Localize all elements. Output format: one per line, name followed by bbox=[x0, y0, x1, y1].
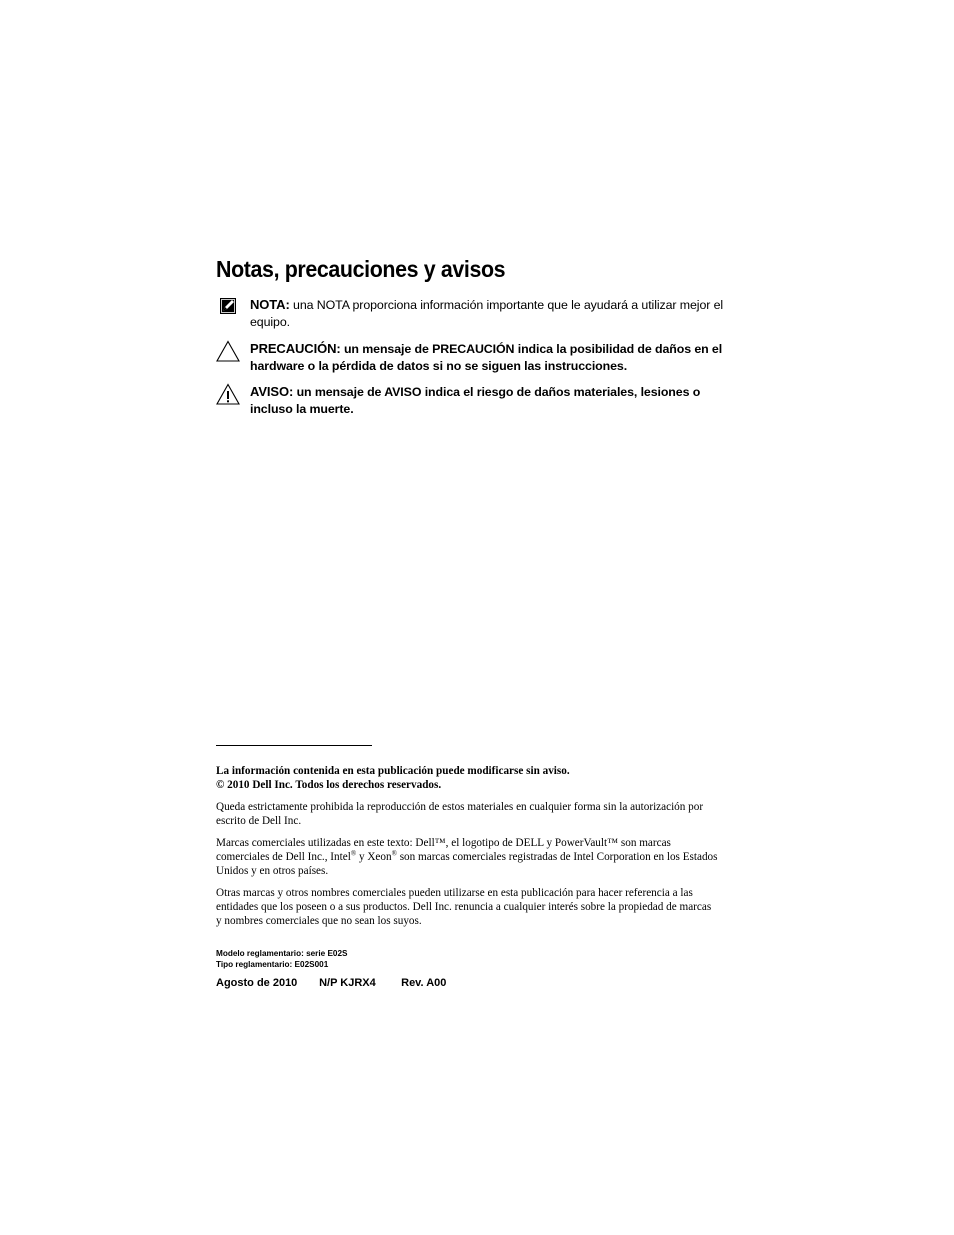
publication-date: Agosto de 2010 bbox=[216, 977, 298, 989]
publication-footer bbox=[216, 977, 446, 989]
caution-label: PRECAUCIÓN: bbox=[250, 341, 341, 356]
copyright-line: © 2010 Dell Inc. Todos los derechos reservados. bbox=[216, 779, 442, 791]
section-divider bbox=[216, 745, 372, 746]
warning-body: un mensaje de AVISO indica el riesgo de daños materiales, lesiones o incluso la muerte. bbox=[250, 385, 701, 416]
warning-label: AVISO: bbox=[250, 384, 294, 399]
trademarks-part1: Marcas comerciales utilizadas en este texto: Dell™, el logotipo de DELL y PowerVault™ son marcas comerciales de Dell Inc., Intel bbox=[216, 837, 671, 863]
warning-exclamation-icon bbox=[214, 383, 240, 407]
trademarks-paragraph bbox=[216, 836, 718, 878]
xeon-registered-mark: ® bbox=[391, 849, 397, 858]
page-title: Notas, precauciones y avisos bbox=[216, 256, 506, 282]
trademarks-text bbox=[216, 836, 718, 878]
caution-triangle-icon bbox=[214, 340, 240, 364]
note-pencil-icon bbox=[214, 296, 240, 320]
revision: Rev. A00 bbox=[401, 977, 447, 989]
caution-body: un mensaje de PRECAUCIÓN indica la posibilidad de daños en el hardware o la pérdida de datos si no se siguen las instrucciones. bbox=[250, 342, 723, 373]
trademarks-part3: son marcas comerciales registradas de Intel Corporation en los Estados Unidos y en otros países. bbox=[216, 851, 718, 877]
info-copyright-block bbox=[216, 764, 718, 792]
reproduction-paragraph bbox=[216, 800, 718, 828]
part-number: N/P KJRX4 bbox=[319, 977, 376, 989]
note-label: NOTA: bbox=[250, 297, 290, 312]
reproduction-text: Queda estrictamente prohibida la reproducción de estos materiales en cualquier forma sin la autorización por escrito de Dell Inc. bbox=[216, 801, 704, 827]
regulatory-block bbox=[216, 948, 348, 970]
intel-registered-mark: ® bbox=[350, 849, 357, 858]
info-line: La información contenida en esta publicación puede modificarse sin aviso. bbox=[216, 765, 570, 777]
regulatory-type: Tipo reglamentario: E02S001 bbox=[216, 960, 329, 969]
trademarks-part2: y Xeon bbox=[356, 851, 392, 863]
other-marks-paragraph bbox=[216, 886, 718, 928]
warning-text bbox=[250, 383, 730, 418]
note-text bbox=[250, 296, 730, 331]
note-body: una NOTA proporciona información importante que le ayudará a utilizar mejor el equipo. bbox=[250, 298, 724, 329]
caution-text bbox=[250, 340, 730, 375]
regulatory-model: Modelo reglamentario: serie E02S bbox=[216, 949, 348, 958]
other-marks-text: Otras marcas y otros nombres comerciales pueden utilizarse en esta publicación para hacer referencia a las entidades que los poseen o a sus productos. Dell Inc. renuncia a cualquier interés sobre la propiedad de marcas y nombres comerciales que no sean los suyos. bbox=[216, 887, 712, 927]
